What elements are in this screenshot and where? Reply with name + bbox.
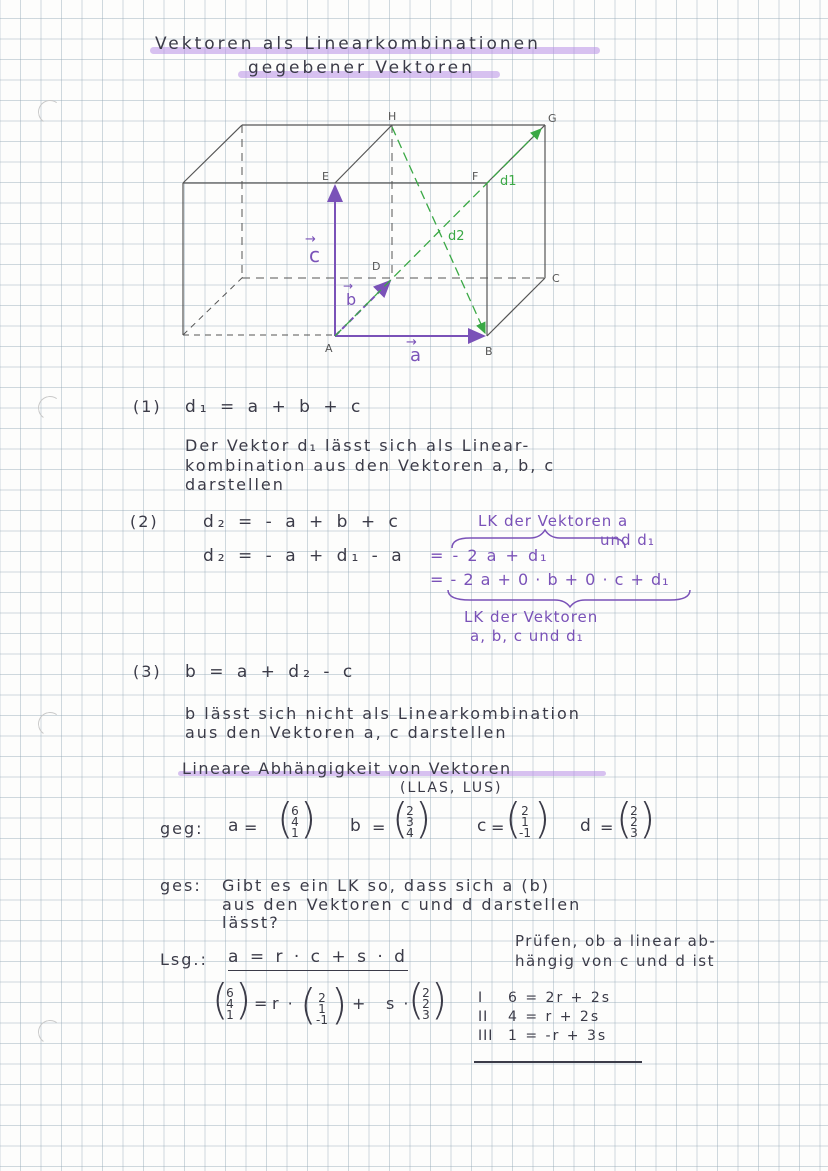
brace-top: [452, 530, 625, 548]
lsg-plus: +: [352, 994, 368, 1013]
system-equation-1: 6 = 2r + 2s: [508, 990, 612, 1006]
section1-text-line2: kombination aus den Vektoren a, b, c: [185, 456, 556, 475]
geg-vector-c-name: c: [477, 816, 489, 836]
component: 4: [291, 815, 299, 829]
component: 2: [630, 815, 638, 829]
section2-lk-bottom-line1: LK der Vektoren: [464, 608, 599, 626]
punch-hole: [36, 1018, 64, 1046]
lsg-equation: a = r · c + s · d: [228, 947, 408, 971]
ges-line3: lässt?: [222, 913, 280, 932]
component: 2: [422, 986, 430, 1000]
component: 3: [406, 815, 414, 829]
ges-label: ges:: [160, 876, 202, 895]
section3-number: (3): [133, 662, 162, 681]
geg-equals: =: [244, 818, 260, 837]
check-line1: Prüfen, ob a linear ab-: [515, 932, 717, 950]
component: 6: [291, 804, 299, 818]
section2-eq2: d₂ = - a + d₁ - a: [203, 546, 406, 566]
section2-eq1: d₂ = - a + b + c: [203, 512, 402, 532]
page-title-line1: Vektoren als Linearkombinationen: [155, 34, 541, 54]
vertex-label-d: D: [372, 260, 381, 273]
section1-text-line3: darstellen: [185, 475, 285, 494]
geg-vector-b-name: b: [350, 816, 363, 836]
lsg-coef-r: r ·: [272, 994, 295, 1013]
vector-label-a-arrow: →: [406, 335, 417, 350]
section2-eq4: = - 2 a + 0 · b + 0 · c + d₁: [430, 570, 670, 589]
component: 2: [422, 997, 430, 1011]
lsg-equals: =: [254, 994, 270, 1013]
vertex-label-b: B: [485, 345, 493, 358]
section1-text-line1: Der Vektor d₁ lässt sich als Linear-: [185, 436, 531, 455]
vector-label-d1: d1: [500, 174, 517, 189]
system-equation-3: 1 = -r + 3s: [508, 1028, 608, 1044]
system-roman-3: III: [478, 1028, 494, 1044]
geg-equals: =: [600, 818, 616, 837]
component: 1: [521, 815, 529, 829]
component: 1: [226, 1008, 234, 1022]
vertex-label-a: A: [325, 342, 333, 355]
page-title-line2: gegebener Vektoren: [248, 58, 475, 78]
section3-equation: b = a + d₂ - c: [185, 662, 357, 682]
ges-line1: Gibt es ein LK so, dass sich a (b): [222, 876, 550, 895]
lsg-coef-s: s ·: [386, 994, 411, 1013]
vector-label-d2: d2: [448, 229, 465, 244]
section2-lk-bottom-line2: a, b, c und d₁: [470, 627, 584, 645]
vertex-label-e: E: [322, 170, 329, 183]
vertex-label-h: H: [388, 110, 397, 123]
system-roman-1: I: [478, 990, 484, 1006]
component: 2: [318, 991, 326, 1005]
section2-eq3: = - 2 a + d₁: [430, 546, 549, 565]
paren-left: (: [616, 794, 633, 843]
vector-label-b-arrow: →: [343, 279, 354, 293]
paren-right: ): [235, 975, 252, 1024]
component: 4: [226, 997, 234, 1011]
component: 2: [630, 804, 638, 818]
punch-hole: [36, 710, 64, 738]
geg-equals: =: [491, 818, 507, 837]
section4-subheading: (LLAS, LUS): [400, 780, 503, 796]
component: 6: [226, 986, 234, 1000]
component: -1: [316, 1013, 328, 1027]
paren-left: (: [300, 980, 317, 1029]
paren-right: ): [331, 980, 348, 1029]
section3-text-line1: b lässt sich nicht als Linearkombination: [185, 704, 581, 723]
geg-equals: =: [372, 818, 388, 837]
section2-lk-top-line1: LK der Vektoren a: [478, 512, 629, 530]
vertex-label-g: G: [548, 112, 557, 125]
ges-line2: aus den Vektoren c und d darstellen: [222, 895, 582, 914]
section2-number: (2): [130, 512, 159, 531]
paren-left: (: [392, 794, 409, 843]
paren-right: ): [300, 794, 317, 843]
paren-right: ): [431, 975, 448, 1024]
vector-label-a: a: [410, 345, 422, 366]
paren-right: ): [639, 794, 656, 843]
geg-label: geg:: [160, 819, 204, 838]
geg-vector-a-name: a: [228, 816, 241, 836]
component: -1: [519, 826, 531, 840]
geg-vector-c-components: [515, 806, 535, 839]
section4-heading: Lineare Abhängigkeit von Vektoren: [182, 759, 512, 778]
component: 3: [422, 1008, 430, 1022]
geg-vector-d-name: d: [580, 816, 593, 836]
vector-label-c-arrow: →: [305, 232, 316, 247]
section1-number: (1): [133, 397, 162, 416]
vertex-label-f: F: [472, 170, 479, 183]
brace-bottom: [448, 590, 690, 607]
paren-left: (: [212, 975, 229, 1024]
check-line2: hängig von c und d ist: [515, 952, 715, 970]
paren-right: ): [534, 794, 551, 843]
paren-left: (: [505, 794, 522, 843]
component: 2: [521, 804, 529, 818]
paren-left: (: [408, 975, 425, 1024]
section1-equation: d₁ = a + b + c: [185, 397, 365, 417]
section2-lk-top-line2: und d₁: [600, 531, 655, 549]
section3-text-line2: aus den Vektoren a, c darstellen: [185, 723, 508, 742]
lsg-label: Lsg.:: [160, 950, 208, 969]
system-underline: [474, 1061, 642, 1063]
vector-label-c: c: [309, 243, 320, 267]
vertex-label-c: C: [552, 272, 560, 285]
paren-left: (: [277, 794, 294, 843]
component: 4: [406, 826, 414, 840]
component: 1: [291, 826, 299, 840]
component: 3: [630, 826, 638, 840]
vector-label-b: b: [346, 290, 357, 309]
component: 2: [406, 804, 414, 818]
system-roman-2: II: [478, 1009, 489, 1025]
component: 1: [318, 1002, 326, 1016]
lsg-vector-c-components: [312, 993, 332, 1026]
paren-right: ): [415, 794, 432, 843]
system-equation-2: 4 = r + 2s: [508, 1009, 601, 1025]
